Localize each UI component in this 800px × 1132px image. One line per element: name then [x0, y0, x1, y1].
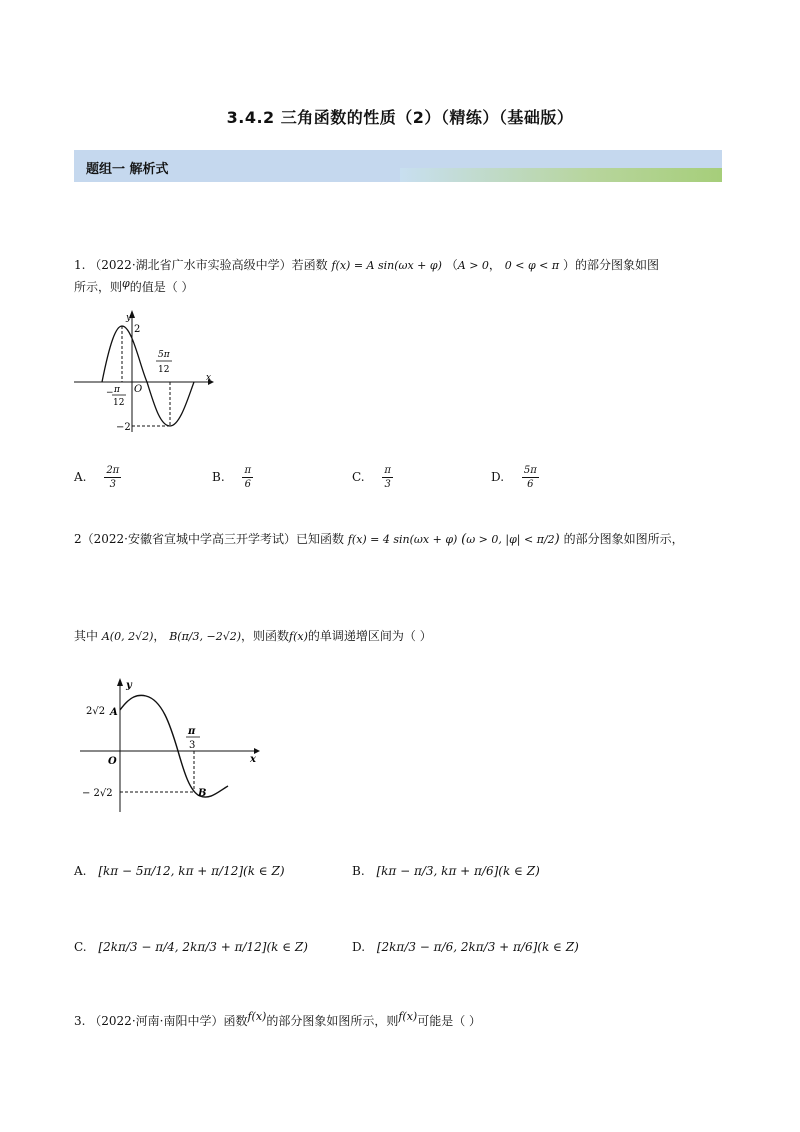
- q1-max-label: 2: [134, 324, 141, 335]
- q1-tick-left-den: 12: [113, 398, 125, 408]
- q1-line1: 1. （2022·湖北省广水市实验高级中学）若函数 f(x) = A sin(ωx + φ) （A > 0， 0 < φ < π ）的部分图象如图: [74, 258, 659, 272]
- q2-point-a: A(0, 2√2): [101, 630, 154, 643]
- q1-option-a[interactable]: [74, 464, 121, 491]
- q3-fx2: f(x): [398, 1010, 418, 1023]
- q1-option-c[interactable]: [352, 464, 393, 491]
- q2-condition: ω > 0, |φ| < π/2: [466, 533, 555, 546]
- option-text: [kπ − π/3, kπ + π/6](k ∈ Z): [376, 864, 540, 878]
- q1-y-label: y: [126, 313, 132, 323]
- q1-line2: [74, 277, 194, 295]
- page-title: 3.4.2 三角函数的性质（2）（精练）（基础版）: [226, 108, 574, 127]
- q1-phi: φ: [122, 277, 130, 290]
- q3-text-mid: 的部分图象如图所示，则: [266, 1014, 399, 1028]
- option-den: 3: [384, 479, 391, 490]
- q2-y-arrow: [117, 678, 123, 686]
- q1-tick-left-sign: −: [106, 388, 114, 398]
- q1-text-after: ）的部分图象如图: [562, 258, 659, 272]
- q2-graph: [78, 674, 268, 814]
- option-letter: A.: [74, 470, 87, 484]
- banner-accent-strip: [400, 168, 722, 182]
- q2-line2-start: 其中: [74, 629, 99, 643]
- q2-origin: O: [108, 756, 117, 767]
- option-den: 6: [527, 479, 534, 490]
- option-num: π: [384, 465, 391, 476]
- q2-option-a[interactable]: [74, 864, 285, 878]
- q3-number: 3.: [74, 1014, 86, 1028]
- q2-formula: f(x) = 4 sin(ωx + φ): [347, 533, 458, 546]
- option-den: 6: [244, 479, 251, 490]
- q1-option-b[interactable]: [212, 464, 253, 491]
- q2-line2: 其中 A(0, 2√2)， B(π/3, −2√2)，则函数f(x)的单调递增区间为（ ）: [74, 629, 432, 643]
- q2-bottom-label: − 2√2: [82, 788, 113, 799]
- q2-tick-den: 3: [189, 740, 196, 751]
- q2-number: 2: [74, 532, 82, 546]
- option-num: 2π: [106, 465, 120, 476]
- q1-origin: O: [134, 384, 143, 395]
- option-letter: B.: [352, 864, 365, 878]
- q3-text-end: 可能是（ ）: [417, 1014, 482, 1028]
- q2-fx: f(x): [289, 630, 308, 643]
- q1-number: 1.: [74, 258, 86, 272]
- q2-point-b: B(π/3, −2√2): [169, 630, 242, 643]
- section-banner: [74, 150, 722, 182]
- option-num: π: [244, 465, 252, 476]
- q2-y-label: y: [126, 680, 132, 691]
- option-letter: A.: [74, 864, 87, 878]
- q1-min-label: −2: [116, 422, 131, 433]
- q2-b-label: B: [198, 788, 207, 799]
- option-letter: C.: [74, 940, 87, 954]
- q1-line2-start: 所示，则: [74, 280, 123, 294]
- q2-a-label: A: [110, 707, 118, 718]
- q2-option-c[interactable]: [74, 940, 308, 954]
- q3-fx: f(x): [247, 1010, 267, 1023]
- q1-graph: [72, 306, 222, 436]
- q2-line1: 2（2022·安徽省宣城中学高三开学考试）已知函数 f(x) = 4 sin(ωx + φ) (ω > 0, |φ| < π/2) 的部分图象如图所示，: [74, 532, 684, 547]
- q1-condition-b: 0 < φ < π: [504, 259, 560, 272]
- q2-tick-num: π: [188, 726, 196, 737]
- q1-x-label: x: [206, 373, 212, 383]
- option-text: [2kπ/3 − π/4, 2kπ/3 + π/12](k ∈ Z): [98, 940, 308, 954]
- q1-tick-left-num: π: [114, 385, 120, 395]
- q3-line1: [74, 1010, 481, 1029]
- q2-option-d[interactable]: [352, 940, 579, 954]
- q1-tick-right-num: 5π: [158, 350, 170, 360]
- q2-text-after: 的部分图象如图所示，: [563, 532, 684, 546]
- option-text: [kπ − 5π/12, kπ + π/12](k ∈ Z): [98, 864, 285, 878]
- q1-line2-end: 的值是（ ）: [129, 280, 194, 294]
- option-letter: B.: [212, 470, 225, 484]
- q1-option-d[interactable]: [491, 464, 539, 491]
- q3-source: （2022·河南·南阳中学）函数: [89, 1014, 248, 1028]
- option-letter: D.: [491, 470, 505, 484]
- q2-line2-end: 的单调递增区间为（ ）: [307, 629, 432, 643]
- q2-option-b[interactable]: [352, 864, 540, 878]
- q1-condition-a: A > 0: [457, 259, 489, 272]
- option-num: 5π: [523, 465, 537, 476]
- q1-formula: f(x) = A sin(ωx + φ): [331, 259, 442, 272]
- option-letter: C.: [352, 470, 365, 484]
- section-label: 题组一 解析式: [86, 162, 169, 177]
- option-den: 3: [109, 479, 116, 490]
- option-letter: D.: [352, 940, 366, 954]
- q2-line2-mid: ，则函数: [241, 629, 290, 643]
- q2-top-label: 2√2: [86, 706, 106, 717]
- q1-source: （2022·湖北省广水市实验高级中学）若函数: [89, 258, 328, 272]
- q1-curve: [102, 326, 194, 426]
- q2-curve: [120, 695, 228, 797]
- option-text: [2kπ/3 − π/6, 2kπ/3 + π/6](k ∈ Z): [376, 940, 579, 954]
- q1-tick-right-den: 12: [158, 365, 170, 375]
- q2-x-label: x: [250, 754, 256, 765]
- q2-source: （2022·安徽省宣城中学高三开学考试）已知函数: [81, 532, 344, 546]
